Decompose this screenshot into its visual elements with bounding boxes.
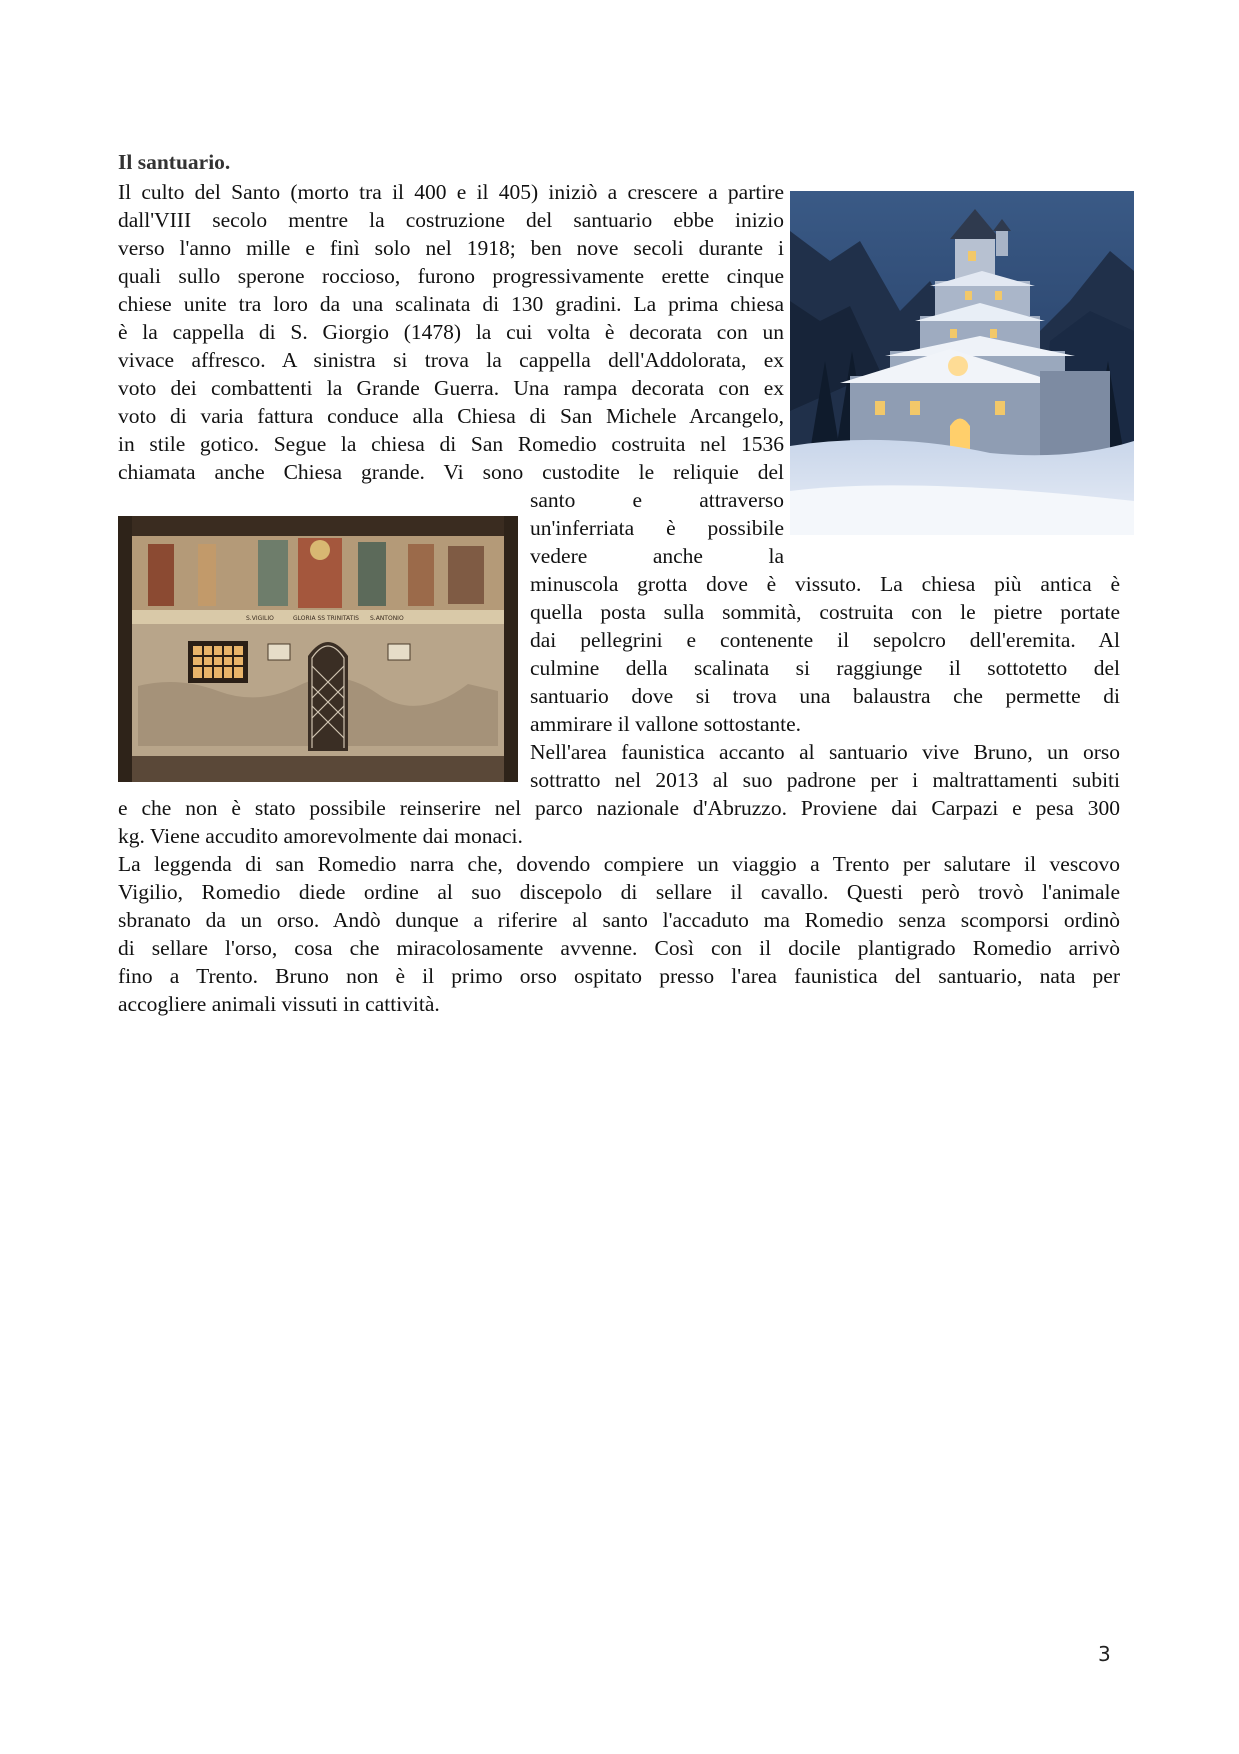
text-line-12-text: santo e attraverso	[530, 488, 784, 512]
text-line-13: un'inferriata è possibile	[530, 516, 784, 540]
text-line-10: in stile gotico. Segue la chiesa di San Romedio costruita nel 1536	[118, 432, 784, 456]
text-line-3: verso l'anno mille e finì solo nel 1918; ben nove secoli durante i	[118, 236, 784, 260]
text-line-22: sottratto nel 2013 al suo padrone per i maltrattamenti subiti	[530, 768, 1120, 792]
text-line-24: kg. Viene accudito amorevolmente dai monaci.	[118, 824, 523, 848]
text-line-5: chiese unite tra loro da una scalinata di 130 gradini. La prima chiesa	[118, 292, 784, 316]
fresco-interior-photo	[118, 516, 518, 782]
text-line-26: Vigilio, Romedio diede ordine al suo discepolo di sellare il cavallo. Questi però trovò l'animale	[118, 880, 1120, 904]
fresco-label-1: S.VIGILIO	[246, 615, 274, 622]
text-line-1: Il culto del Santo (morto tra il 400 e il 405) iniziò a crescere a partire	[118, 180, 784, 204]
fresco-label-3: S.ANTONIO	[370, 615, 404, 622]
text-line-6: è la cappella di S. Giorgio (1478) la cui volta è decorata con un	[118, 320, 784, 344]
text-line-29: fino a Trento. Bruno non è il primo orso ospitato presso l'area faunistica del santuario, nata per	[118, 964, 1120, 988]
text-line-12	[530, 486, 784, 514]
text-line-28: di sellare l'orso, cosa che miracolosamente avvenne. Così con il docile plantigrado Romedio arrivò	[118, 936, 1120, 960]
text-line-8: voto dei combattenti la Grande Guerra. Una rampa decorata con ex	[118, 376, 784, 400]
text-line-14: vedere anche la	[530, 544, 784, 568]
text-line-18: culmine della scalinata si raggiunge il sottotetto del	[530, 656, 1120, 680]
text-line-15: minuscola grotta dove è vissuto. La chiesa più antica è	[530, 572, 1120, 596]
text-line-25: La leggenda di san Romedio narra che, dovendo compiere un viaggio a Trento per salutare il vescovo	[118, 852, 1120, 876]
text-line-4: quali sullo sperone roccioso, furono progressivamente erette cinque	[118, 264, 784, 288]
text-line-19: santuario dove si trova una balaustra che permette di	[530, 684, 1120, 708]
section-heading: Il santuario.	[118, 150, 231, 174]
text-line-2: dall'VIII secolo mentre la costruzione del santuario ebbe inizio	[118, 208, 784, 232]
text-line-11: chiamata anche Chiesa grande. Vi sono custodite le reliquie del	[118, 460, 784, 484]
text-line-7: vivace affresco. A sinistra si trova la cappella dell'Addolorata, ex	[118, 348, 784, 372]
text-line-20: ammirare il vallone sottostante.	[530, 712, 802, 736]
text-line-30: accogliere animali vissuti in cattività.	[118, 992, 440, 1016]
text-line-17: dai pellegrini e contenente il sepolcro dell'eremita. Al	[530, 628, 1120, 652]
sanctuary-winter-photo	[790, 191, 1134, 535]
page-number: 3	[1098, 1642, 1111, 1666]
text-line-21: Nell'area faunistica accanto al santuario vive Bruno, un orso	[530, 740, 1120, 764]
text-line-9: voto di varia fattura conduce alla Chiesa di San Michele Arcangelo,	[118, 404, 784, 428]
text-line-27: sbranato da un orso. Andò dunque a riferire al santo l'accaduto ma Romedio senza scomporsi ordinò	[118, 908, 1120, 932]
text-line-23: e che non è stato possibile reinserire nel parco nazionale d'Abruzzo. Proviene dai Carpazi e pesa 300	[118, 796, 1120, 820]
fresco-label-2: GLORIA SS TRINITATIS	[293, 615, 359, 622]
text-line-16: quella posta sulla sommità, costruita con le pietre portate	[530, 600, 1120, 624]
